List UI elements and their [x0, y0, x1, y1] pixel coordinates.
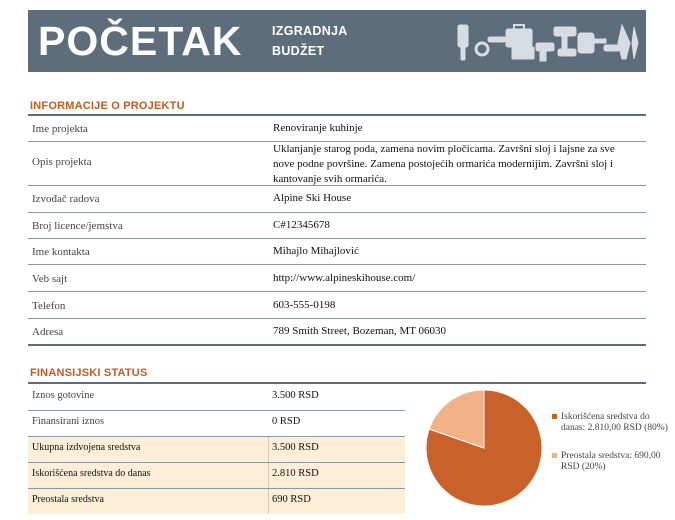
financial-table	[28, 385, 405, 514]
row-value[interactable]: Mihajlo Mihajlović	[273, 245, 359, 257]
row-label: Adresa	[32, 326, 64, 338]
table-row	[28, 411, 405, 437]
financial-heading: FINANSIJSKI STATUS	[30, 367, 148, 379]
table-row	[28, 186, 646, 213]
row-label: Finansirani iznos	[32, 416, 105, 427]
website-link[interactable]: http://www.alpineskihouse.com/	[273, 272, 416, 284]
row-label: Ime projekta	[32, 123, 88, 135]
table-row	[28, 292, 646, 319]
table-row	[28, 489, 405, 514]
tools-icon	[454, 19, 640, 65]
table-row	[28, 239, 646, 265]
row-label: Iskorišćena sredstva do danas	[32, 468, 151, 479]
legend-label: Iskorišćena sredstva do danas: 2.810,00 RSD (80%)	[561, 412, 668, 433]
row-value[interactable]: 0 RSD	[272, 416, 301, 427]
row-label: Ime kontakta	[32, 246, 90, 258]
row-label: Izvođač radova	[32, 193, 100, 205]
row-value[interactable]: Renoviranje kuhinje	[273, 122, 363, 134]
project-info-heading: INFORMACIJE O PROJEKTU	[30, 100, 185, 112]
row-value: 2.810 RSD	[272, 468, 319, 479]
project-info-table	[28, 116, 646, 346]
row-label: Veb sajt	[32, 273, 68, 285]
legend-label: Preostala sredstva: 690,00 RSD (20%)	[561, 451, 661, 472]
row-label: Broj licence/jemstva	[32, 220, 123, 232]
row-value[interactable]: Alpine Ski House	[273, 192, 352, 204]
header-banner	[28, 10, 646, 72]
table-row	[28, 319, 646, 346]
funds-pie-chart	[424, 388, 544, 508]
heading-divider	[28, 382, 646, 384]
row-label: Iznos gotovine	[32, 390, 95, 401]
table-row	[28, 265, 646, 292]
table-row	[28, 437, 405, 463]
row-value[interactable]: Uklanjanje starog poda, zamena novim pločicama. Završni sloj i lajsne za sve nove podne površine. Zamena postojećih ormarića modernijim. Završni sloj i kantovanje svih ormarića.	[273, 143, 615, 185]
legend-swatch	[552, 453, 557, 458]
page-title: POČETAK	[38, 18, 243, 64]
row-value: 690 RSD	[272, 494, 311, 505]
table-row	[28, 142, 646, 186]
row-value[interactable]: C#12345678	[273, 219, 330, 231]
row-label: Telefon	[32, 300, 66, 312]
row-label: Preostala sredstva	[32, 494, 104, 505]
table-row	[28, 385, 405, 411]
table-row	[28, 463, 405, 489]
subtitle-line-2: BUDŽET	[272, 44, 325, 58]
row-label: Ukupna izdvojena sredstva	[32, 442, 141, 453]
row-value[interactable]: 789 Smith Street, Bozeman, MT 06030	[273, 325, 447, 337]
row-value[interactable]: 3.500 RSD	[272, 390, 319, 401]
row-label: Opis projekta	[32, 156, 92, 168]
row-value: 3.500 RSD	[272, 442, 319, 453]
table-row	[28, 213, 646, 239]
legend-swatch	[552, 414, 557, 419]
row-value[interactable]: 603-555-0198	[273, 299, 336, 311]
table-row	[28, 116, 646, 142]
subtitle-line-1: IZGRADNJA	[272, 24, 348, 38]
